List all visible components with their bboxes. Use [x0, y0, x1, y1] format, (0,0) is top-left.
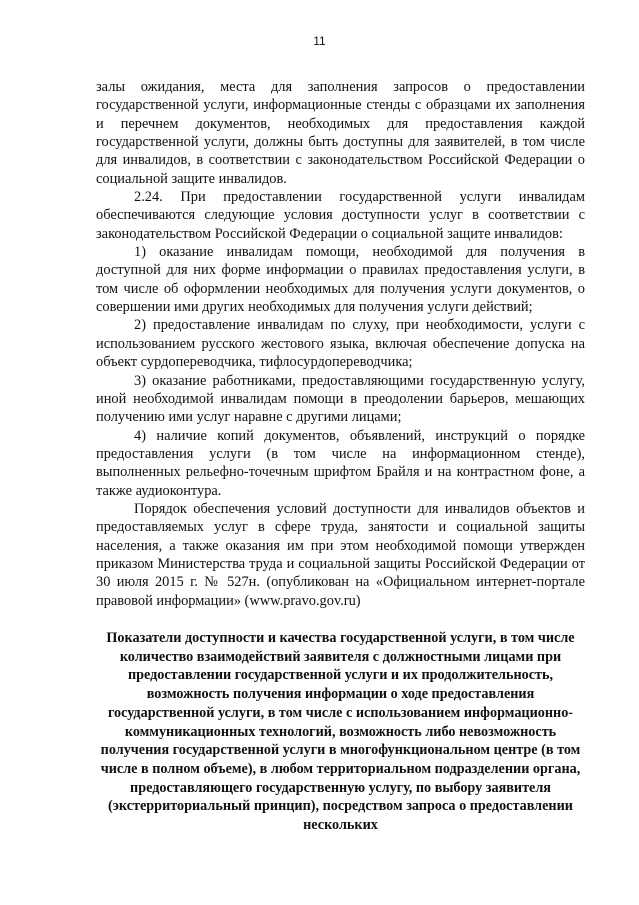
- page-number: 11: [313, 34, 326, 48]
- list-item-4: 4) наличие копий документов, объявлений, инструкций о порядке предоставления услуги (в том числе на информационном стенде), выполненных рельефно-точечным шрифтом Брайля и на контрастном фоне, а также аудиоконтура.: [96, 427, 585, 499]
- list-item-3: 3) оказание работниками, предоставляющими государственную услугу, иной необходимой инвалидам помощи в преодолении барьеров, мешающих получению ими услуг наравне с другими лицами;: [96, 372, 585, 426]
- paragraph-procedure: Порядок обеспечения условий доступности для инвалидов объектов и предоставляемых услуг в сфере труда, занятости и социальной защиты населения, а также оказания им при этом необходимой помощи утвержден приказом Министерства труда и социальной защиты Российской Федерации от 30 июля 2015 г. № 527н. (опубликован на «Официальном интернет-портале правовой информации» (www.pravo.gov.ru): [96, 500, 585, 609]
- body-text: [96, 78, 585, 610]
- section-heading: Показатели доступности и качества государственной услуги, в том числе количество взаимодействий заявителя с должностными лицами при предоставлении государственной услуги и их продолжительность, возможность получения информации о ходе предоставления государственной услуги, в том числе с использованием информационно-коммуникационных технологий, возможность либо невозможность получения государственной услуги в многофункциональном центре (в том числе в полном объеме), в любом территориальном подразделении органа, предоставляющего государственную услугу, по выбору заявителя (экстерриториальный принцип), посредством запроса о предоставлении нескольких: [100, 630, 581, 834]
- list-item-1: 1) оказание инвалидам помощи, необходимой для получения в доступной для них форме информации о правилах предоставления услуги, в том числе об оформлении необходимых для получения услуги документов, о совершении ими других необходимых для получения услуги действий;: [96, 244, 585, 316]
- paragraph-continuation: залы ожидания, места для заполнения запросов о предоставлении государственной услуги, информационные стенды с образцами их заполнения и перечнем документов, необходимых для предоставления каждой государственной услуги, должны быть доступны для заявителей, в том числе для инвалидов, в соответствии с законодательством Российской Федерации о социальной защите инвалидов.: [96, 79, 585, 187]
- list-item-2: 2) предоставление инвалидам по слуху, при необходимости, услуги с использованием русского жестового языка, включая обеспечение допуска на объект сурдопереводчика, тифлосурдопереводчика;: [96, 317, 585, 371]
- paragraph-2-24: 2.24. При предоставлении государственной услуги инвалидам обеспечиваются следующие условия доступности услуг в соответствии с законодательством Российской Федерации о социальной защите инвалидов:: [96, 189, 585, 242]
